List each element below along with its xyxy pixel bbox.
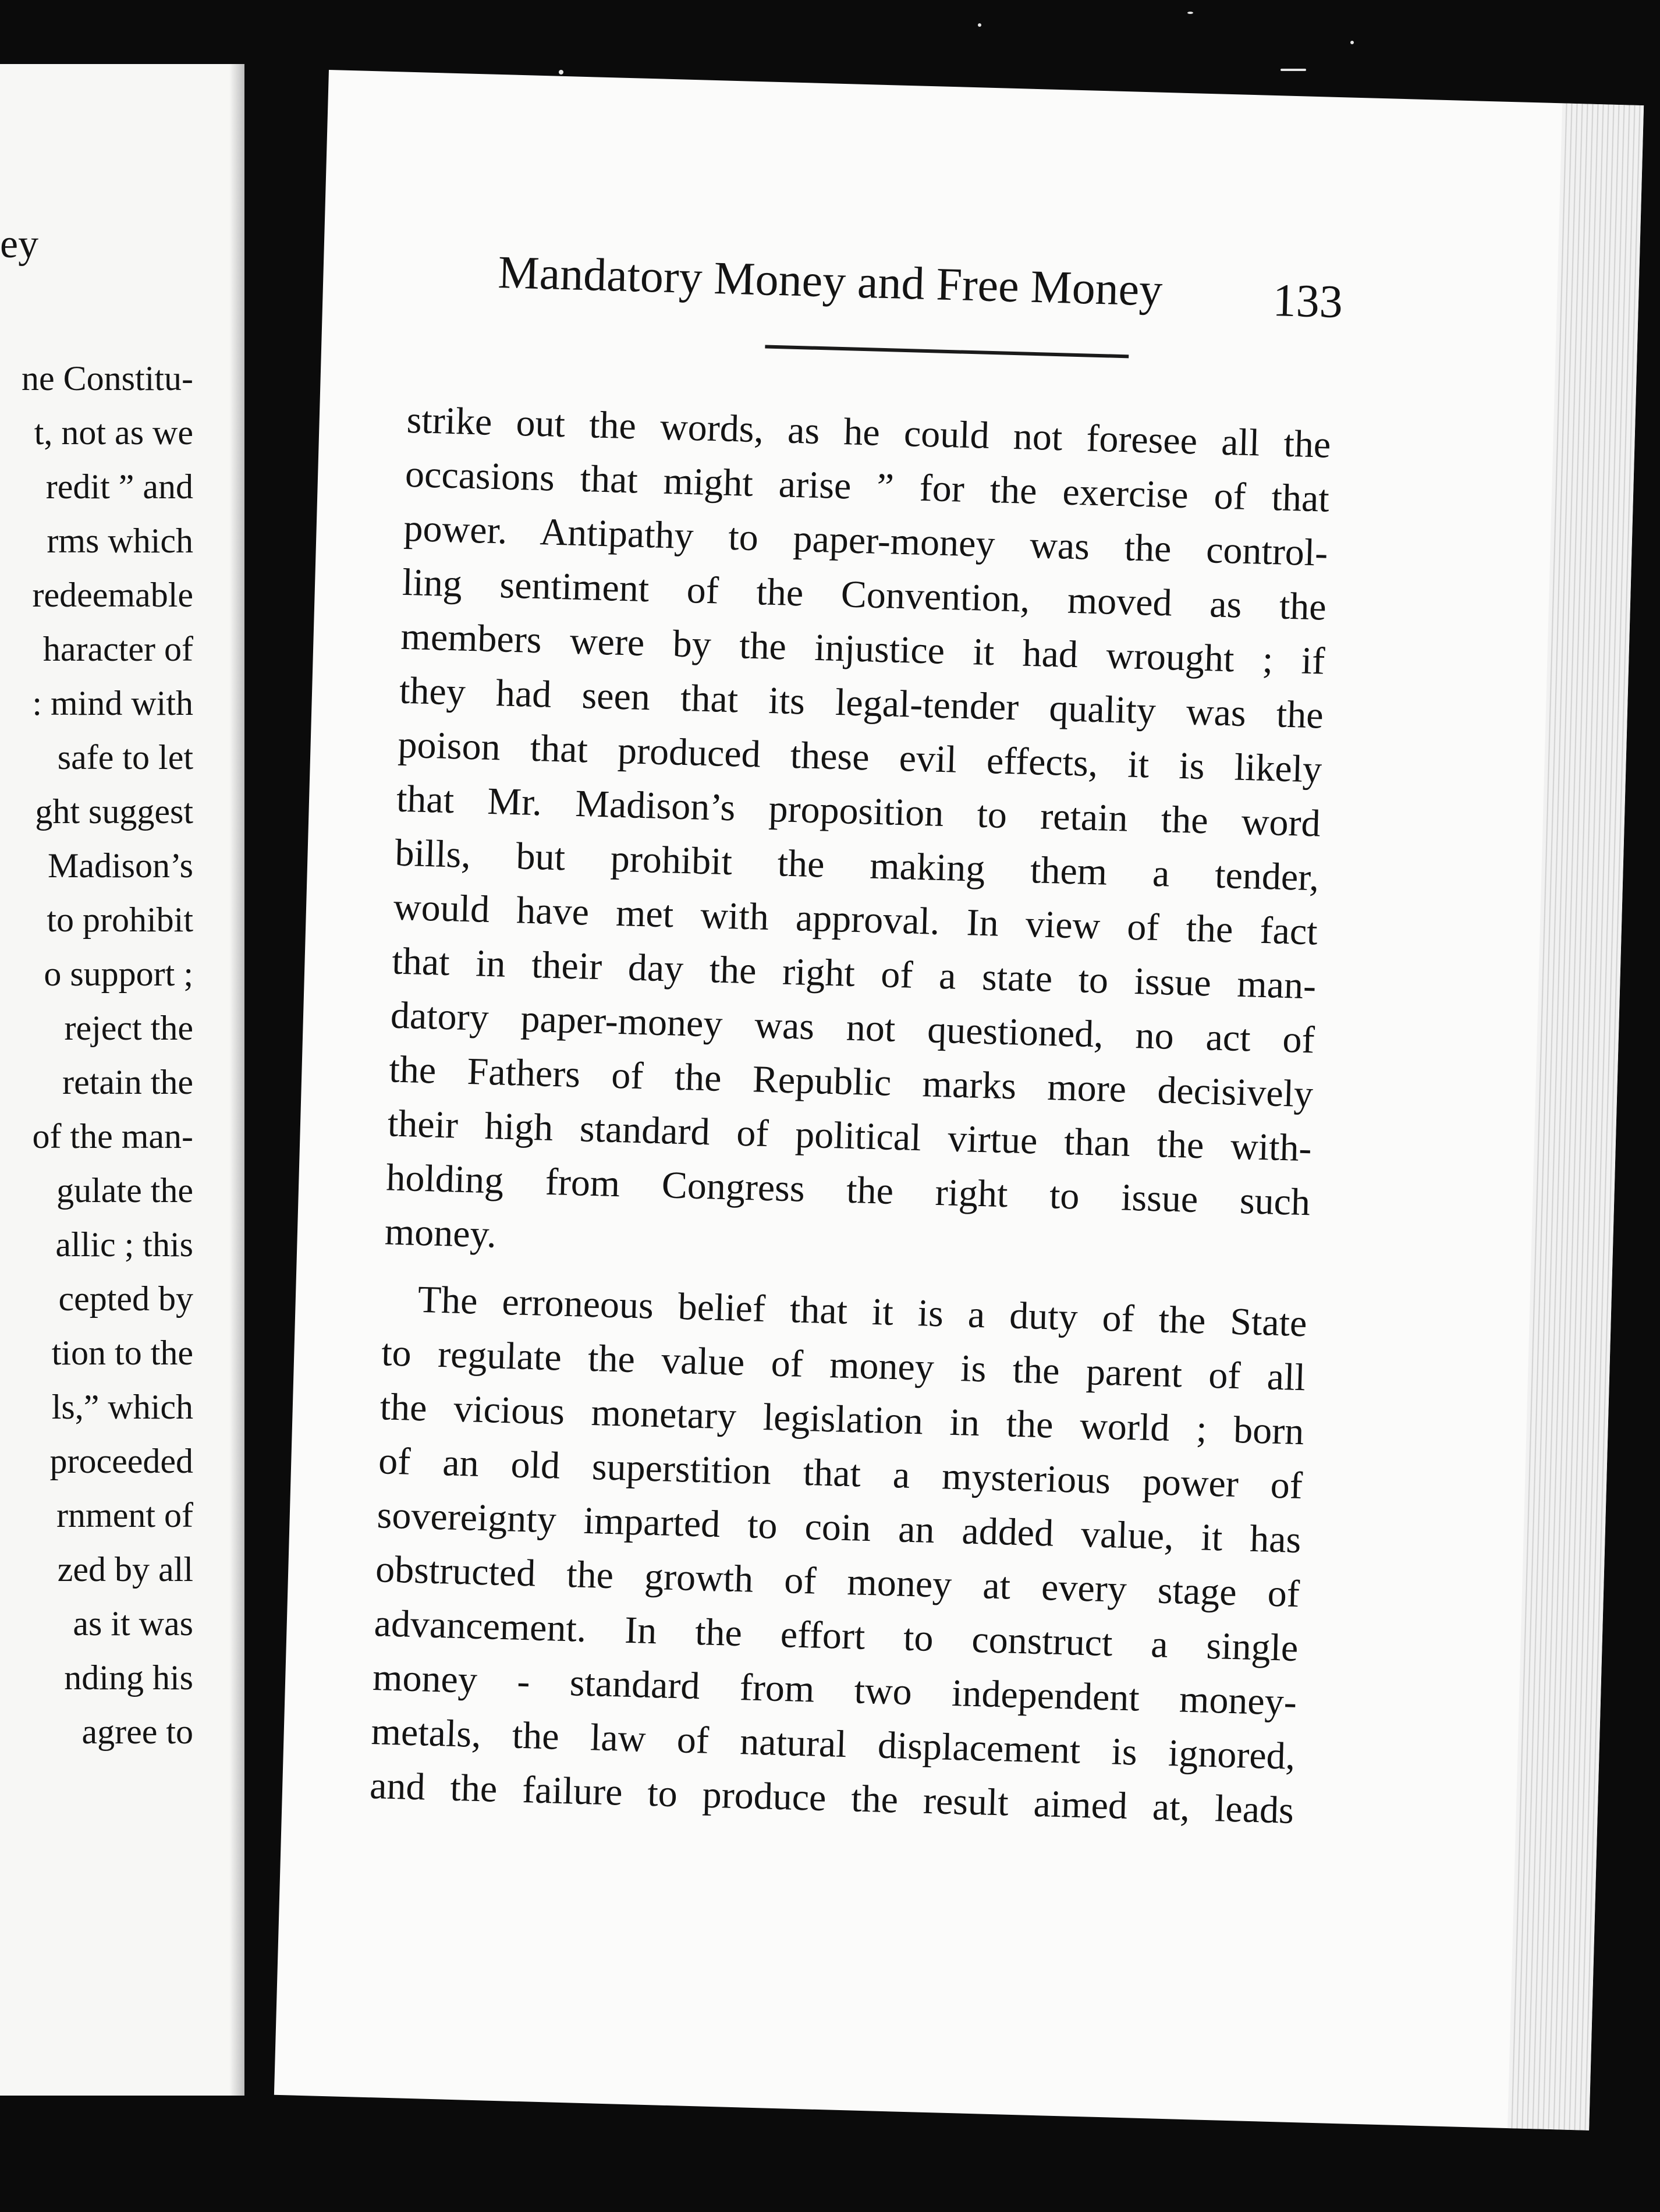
left-text-line: haracter of	[42, 630, 193, 668]
paragraph-2-line: obstructed the growth of money at every stage of	[375, 1548, 1300, 1616]
paragraph-2-line: the vicious monetary legislation in the world ; born	[379, 1385, 1305, 1454]
scan-speck	[1350, 41, 1354, 44]
left-text-line: reject the	[64, 1009, 193, 1047]
left-text-line: of the man-	[32, 1117, 193, 1155]
left-text-line: proceeded	[49, 1442, 193, 1480]
left-page-gutter-shadow	[229, 64, 244, 2096]
paragraph-1-line: that in their day the right of a state to issue man-	[391, 940, 1317, 1008]
paragraph-2-line: to regulate the value of money is the parent of all	[381, 1331, 1306, 1399]
paragraph-2-line: The erroneous belief that it is a duty of the State	[417, 1278, 1308, 1345]
page-edge-stack	[1508, 103, 1644, 2131]
left-text-line: redeemable	[32, 576, 193, 614]
left-text-line: nding his	[64, 1658, 193, 1697]
paragraph-1-line: strike out the words, as he could not foresee all the	[406, 398, 1332, 466]
page-number: 133	[1272, 275, 1344, 328]
left-text-line: t, not as we	[34, 413, 193, 452]
left-text-line: : mind with	[32, 684, 193, 722]
left-text-line: as it was	[73, 1604, 193, 1643]
paragraph-1-line: their high standard of political virtue than the with-	[387, 1102, 1313, 1170]
paragraph-1-line: bills, but prohibit the making them a tender,	[394, 831, 1320, 899]
paragraph-1-line: datory paper-money was not questioned, no act of	[390, 994, 1315, 1062]
paragraph-1-line: poison that produced these evil effects, it is likely	[397, 723, 1323, 791]
left-text-line: ght suggest	[35, 792, 193, 831]
header-rule	[765, 345, 1129, 358]
running-head: Mandatory Money and Free Money	[497, 247, 1164, 316]
left-text-line: ls,” which	[51, 1388, 193, 1426]
paragraph-2-line: of an old superstition that a mysterious power of	[378, 1440, 1303, 1508]
left-text-line: ne Constitu-	[22, 359, 193, 398]
scan-speck	[978, 23, 981, 27]
left-text-line: tion to the	[51, 1334, 193, 1372]
paragraph-1-line: ling sentiment of the Convention, moved as the	[402, 561, 1327, 629]
left-text-line: to prohibit	[47, 901, 193, 939]
paragraph-1-line: holding from Congress the right to issue such	[385, 1156, 1311, 1224]
scan-speck	[1187, 12, 1193, 14]
paragraph-1-line: would have met with approval. In view of the fact	[393, 885, 1318, 953]
left-text-line: rnment of	[56, 1496, 193, 1534]
left-text-line: allic ; this	[55, 1225, 193, 1264]
paragraph-1-line: power. Antipathy to paper-money was the control-	[403, 506, 1329, 575]
paragraph-2-line: and the failure to produce the result aimed at, leads	[369, 1764, 1294, 1832]
left-running-head-fragment: ey	[0, 222, 39, 267]
paragraph-1-line: they had seen that its legal-tender quality was the	[399, 669, 1324, 737]
right-page	[274, 70, 1644, 2131]
paragraph-1-line: the Fathers of the Republic marks more decisively	[388, 1048, 1314, 1116]
left-text-line: safe to let	[57, 738, 193, 777]
paragraph-2-line: advancement. In the effort to construct a single	[373, 1602, 1299, 1670]
paragraph-2-line: metals, the law of natural displacement is ignored,	[370, 1710, 1296, 1778]
paragraph-1-line: occasions that might arise ” for the exercise of that	[405, 452, 1330, 520]
left-page	[0, 64, 244, 2096]
scan-speck	[559, 70, 563, 75]
paragraph-2-line: money - standard from two independent money-	[372, 1656, 1297, 1724]
paragraph-1-line: members were by the injustice it had wrought ; if	[400, 615, 1326, 683]
paragraph-1-line: that Mr. Madison’s proposition to retain the word	[396, 777, 1321, 845]
paragraph-2-line: sovereignty imparted to coin an added value, it has	[376, 1494, 1302, 1562]
left-text-line: zed by all	[57, 1550, 193, 1589]
scan-speck	[1281, 69, 1306, 71]
left-text-line: rms which	[47, 522, 193, 560]
left-text-line: gulate the	[56, 1171, 193, 1210]
left-text-line: o support ;	[44, 955, 193, 993]
left-text-line: redit ” and	[45, 467, 193, 506]
left-text-line: cepted by	[58, 1279, 193, 1318]
left-text-line: Madison’s	[47, 846, 193, 885]
left-text-line: agree to	[81, 1713, 193, 1751]
left-text-line: retain the	[62, 1063, 193, 1101]
paragraph-1-line: money.	[384, 1210, 497, 1256]
